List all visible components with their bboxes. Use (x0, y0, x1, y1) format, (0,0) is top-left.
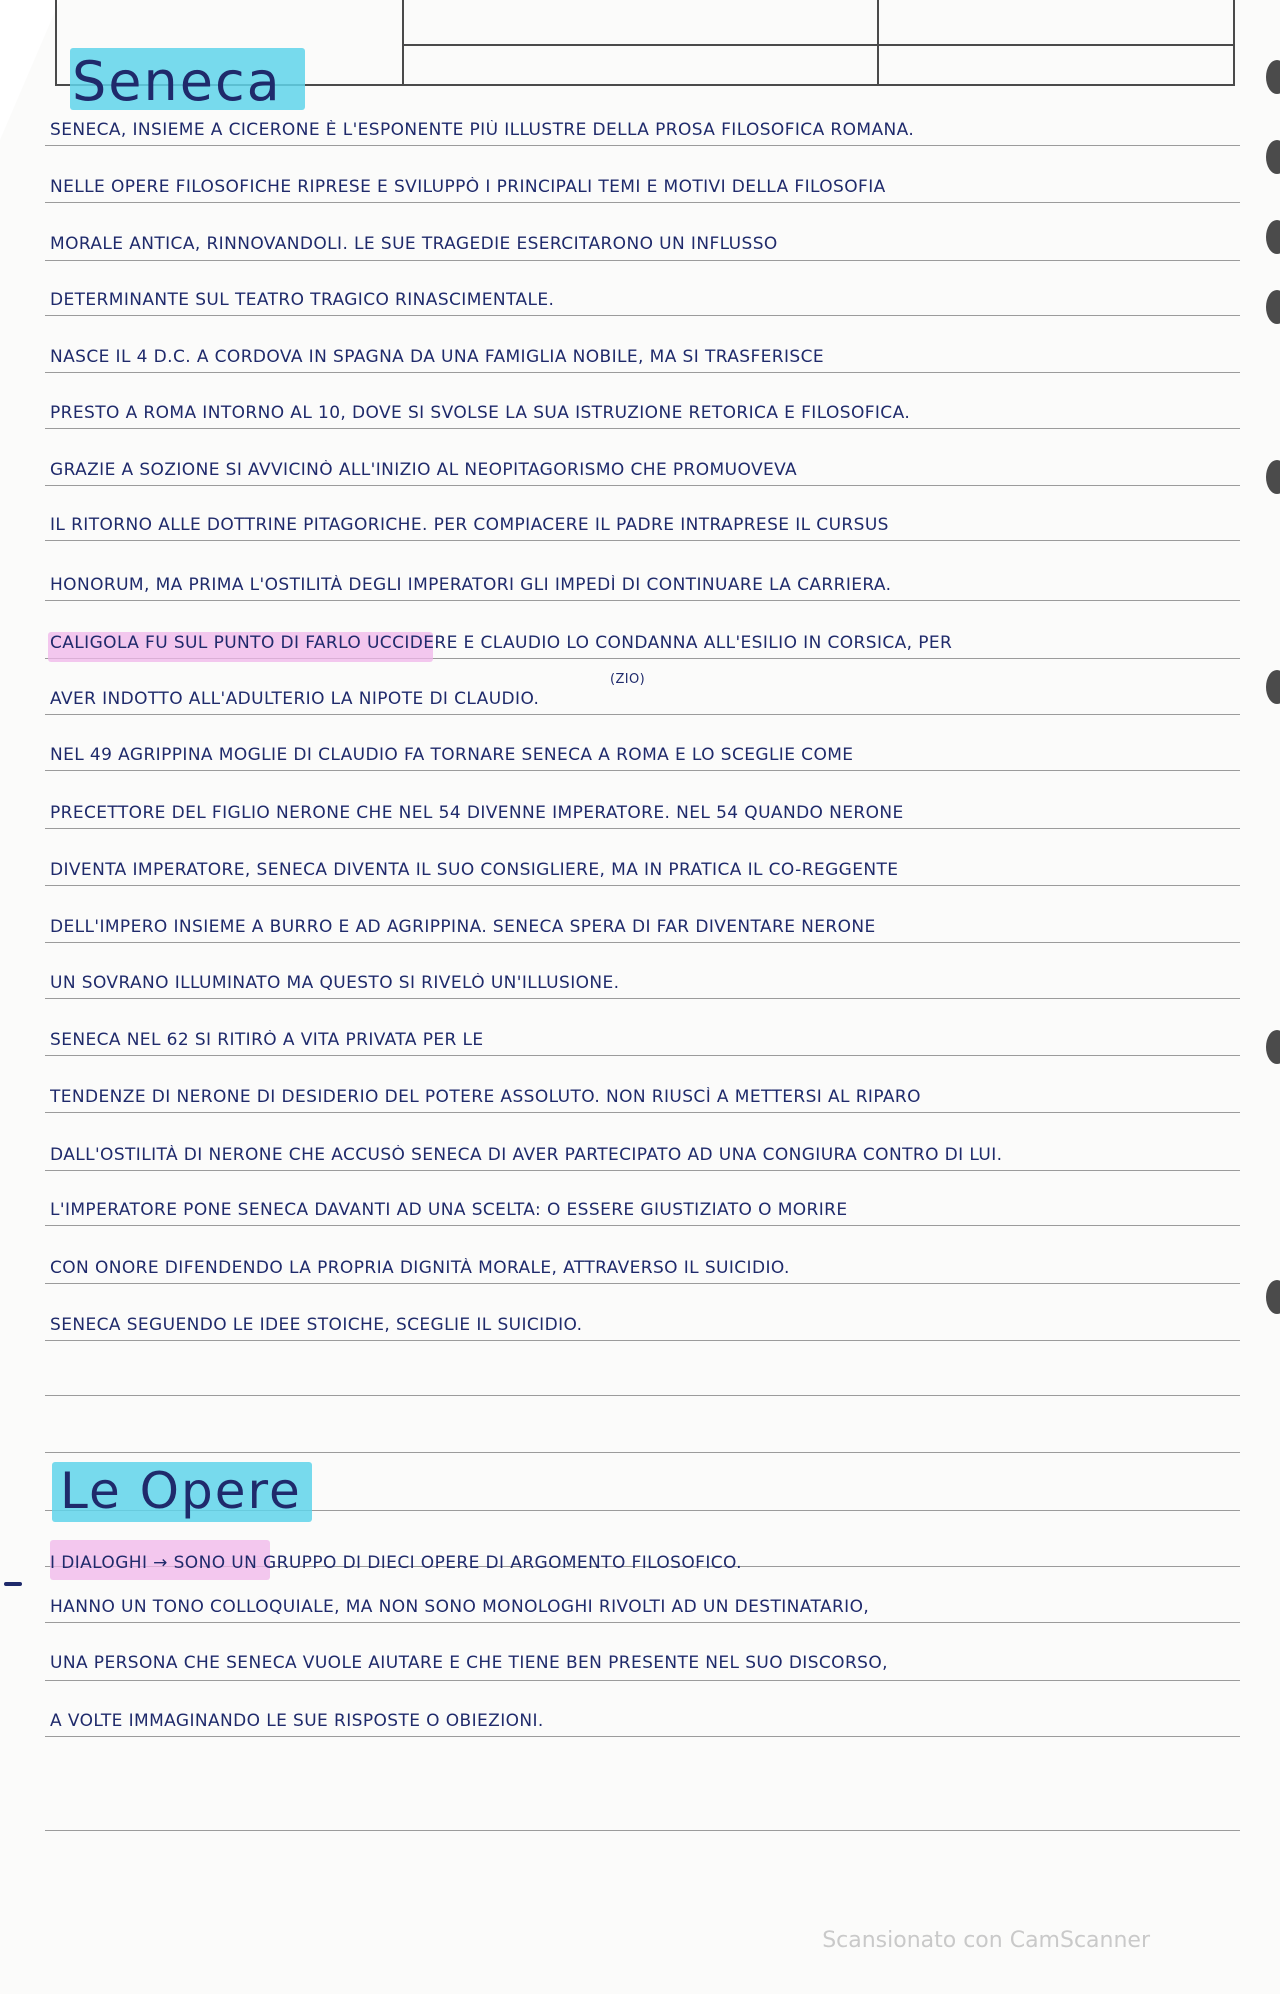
ruled-line (45, 1395, 1240, 1396)
bio-line: CALIGOLA FU SUL PUNTO DI FARLO UCCIDERE E CLAUDIO LO CONDANNA ALL'ESILIO IN CORSICA, PER (50, 633, 953, 653)
bio-line: AVER INDOTTO ALL'ADULTERIO LA NIPOTE DI CLAUDIO. (50, 689, 540, 709)
binder-hole (1266, 140, 1280, 174)
opere-line: A VOLTE IMMAGINANDO LE SUE RISPOSTE O OBIEZIONI. (50, 1711, 544, 1731)
ruled-line (45, 1680, 1240, 1681)
bio-annotation: (ZIO) (610, 672, 646, 687)
bio-line: SENECA, INSIEME A CICERONE È L'ESPONENTE PIÙ ILLUSTRE DELLA PROSA FILOSOFICA ROMANA. (50, 120, 915, 140)
bio-line: MORALE ANTICA, RINNOVANDOLI. LE SUE TRAGEDIE ESERCITARONO UN INFLUSSO (50, 234, 778, 254)
ruled-line (45, 1283, 1240, 1284)
ruled-line (45, 1830, 1240, 1831)
ruled-line (45, 942, 1240, 943)
section-title: Le Opere (60, 1462, 302, 1520)
ruled-line (45, 1622, 1240, 1623)
ruled-line (45, 1736, 1240, 1737)
ruled-line (45, 372, 1240, 373)
binder-hole (1266, 1030, 1280, 1064)
ruled-line (45, 428, 1240, 429)
ruled-line (45, 770, 1240, 771)
ruled-line (45, 485, 1240, 486)
ruled-line (45, 540, 1240, 541)
bio-line: NEL 49 AGRIPPINA MOGLIE DI CLAUDIO FA TORNARE SENECA A ROMA E LO SCEGLIE COME (50, 745, 854, 765)
ruled-line (45, 260, 1240, 261)
ruled-line (45, 998, 1240, 999)
bio-line: TENDENZE DI NERONE DI DESIDERIO DEL POTERE ASSOLUTO. NON RIUSCÌ A METTERSI AL RIPARO (50, 1087, 921, 1107)
header-table-divider (402, 0, 404, 84)
opere-line: HANNO UN TONO COLLOQUIALE, MA NON SONO MONOLOGHI RIVOLTI AD UN DESTINATARIO, (50, 1597, 870, 1617)
binder-hole (1266, 60, 1280, 94)
ruled-line (45, 1170, 1240, 1171)
bio-line: PRESTO A ROMA INTORNO AL 10, DOVE SI SVOLSE LA SUA ISTRUZIONE RETORICA E FILOSOFICA. (50, 403, 911, 423)
opere-line: UNA PERSONA CHE SENECA VUOLE AIUTARE E CHE TIENE BEN PRESENTE NEL SUO DISCORSO, (50, 1653, 888, 1673)
bio-line: NELLE OPERE FILOSOFICHE RIPRESE E SVILUPPÒ I PRINCIPALI TEMI E MOTIVI DELLA FILOSOFIA (50, 177, 886, 197)
bio-line: NASCE IL 4 D.C. A CORDOVA IN SPAGNA DA UNA FAMIGLIA NOBILE, MA SI TRASFERISCE (50, 347, 825, 367)
bio-line: DIVENTA IMPERATORE, SENECA DIVENTA IL SUO CONSIGLIERE, MA IN PRATICA IL CO-REGGENTE (50, 860, 899, 880)
bio-line: PRECETTORE DEL FIGLIO NERONE CHE NEL 54 DIVENNE IMPERATORE. NEL 54 QUANDO NERONE (50, 803, 904, 823)
header-table-row-line (402, 44, 1233, 46)
bio-line: HONORUM, MA PRIMA L'OSTILITÀ DEGLI IMPERATORI GLI IMPEDÌ DI CONTINUARE LA CARRIERA. (50, 575, 892, 595)
ruled-line (45, 828, 1240, 829)
ruled-line (45, 1055, 1240, 1056)
ruled-line (45, 1452, 1240, 1453)
bio-line: DETERMINANTE SUL TEATRO TRAGICO RINASCIMENTALE. (50, 290, 555, 310)
bio-line: L'IMPERATORE PONE SENECA DAVANTI AD UNA SCELTA: O ESSERE GIUSTIZIATO O MORIRE (50, 1200, 848, 1220)
bio-line: SENECA NEL 62 SI RITIRÒ A VITA PRIVATA PER LE (50, 1030, 484, 1050)
binder-hole (1266, 460, 1280, 494)
ruled-line (45, 885, 1240, 886)
bio-line: IL RITORNO ALLE DOTTRINE PITAGORICHE. PER COMPIACERE IL PADRE INTRAPRESE IL CURSUS (50, 515, 889, 535)
page-corner (0, 0, 60, 140)
ruled-line (45, 315, 1240, 316)
page-title: Seneca (72, 50, 282, 113)
ruled-line (45, 1112, 1240, 1113)
ruled-line (45, 145, 1240, 146)
binder-hole (1266, 290, 1280, 324)
bio-line: DALL'OSTILITÀ DI NERONE CHE ACCUSÒ SENECA DI AVER PARTECIPATO AD UNA CONGIURA CONTRO DI LUI. (50, 1145, 1003, 1165)
binder-hole (1266, 220, 1280, 254)
binder-hole (1266, 1280, 1280, 1314)
bio-line: CON ONORE DIFENDENDO LA PROPRIA DIGNITÀ MORALE, ATTRAVERSO IL SUICIDIO. (50, 1258, 790, 1278)
header-table-divider (877, 0, 879, 84)
bio-line: GRAZIE A SOZIONE SI AVVICINÒ ALL'INIZIO AL NEOPITAGORISMO CHE PROMUOVEVA (50, 460, 798, 480)
bullet-mark (4, 1582, 22, 1586)
ruled-line (45, 1225, 1240, 1226)
bio-line: UN SOVRANO ILLUMINATO MA QUESTO SI RIVELÒ UN'ILLUSIONE. (50, 973, 620, 993)
scanner-watermark: Scansionato con CamScanner (822, 1928, 1150, 1953)
opere-line: I DIALOGHI → SONO UN GRUPPO DI DIECI OPERE DI ARGOMENTO FILOSOFICO. (50, 1553, 742, 1573)
ruled-line (45, 714, 1240, 715)
bio-line: SENECA SEGUENDO LE IDEE STOICHE, SCEGLIE IL SUICIDIO. (50, 1315, 583, 1335)
ruled-line (45, 202, 1240, 203)
binder-holes (1250, 40, 1280, 1540)
ruled-line (45, 600, 1240, 601)
binder-hole (1266, 670, 1280, 704)
ruled-line (45, 1340, 1240, 1341)
bio-line: DELL'IMPERO INSIEME A BURRO E AD AGRIPPINA. SENECA SPERA DI FAR DIVENTARE NERONE (50, 917, 876, 937)
